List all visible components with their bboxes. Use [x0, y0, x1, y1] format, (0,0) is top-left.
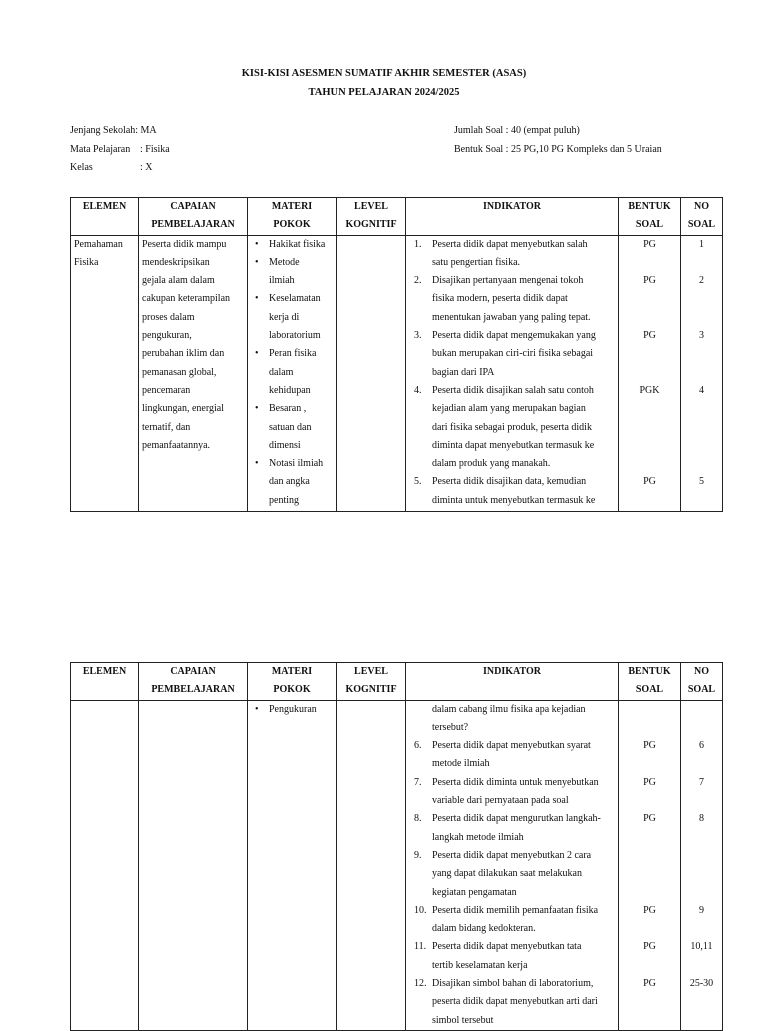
kelas-value: : X [140, 162, 153, 173]
no-soal-value: 9 [699, 904, 704, 916]
capaian-line: pemanasan global, [142, 366, 217, 378]
indikator-line: bukan merupakan ciri-ciri fisika sebagai [432, 348, 594, 360]
indikator-line: Disajikan simbol bahan di laboratorium, [432, 978, 594, 990]
materi-item [269, 701, 336, 719]
bentuk-value [619, 957, 680, 975]
kisi-table-page2 [70, 662, 723, 1031]
elemen-line: Pemahaman [74, 238, 123, 250]
indikator-line: Peserta didik disajikan data, kemudian [432, 476, 587, 488]
materi-line: kerja di [269, 311, 300, 323]
jumlah-soal: Jumlah Soal : 40 (empat puluh) [454, 125, 580, 136]
header-indikator: INDIKATOR [406, 198, 619, 236]
no-soal-value [681, 400, 722, 418]
bentuk-value: PG [643, 476, 656, 488]
no-soal-value: 1 [699, 238, 704, 250]
bentuk-value: PG [643, 904, 656, 916]
materi-line: dimensi [269, 439, 301, 451]
jenjang-value: : MA [135, 125, 157, 136]
no-soal-value [681, 345, 722, 363]
kelas-row [70, 159, 170, 178]
bentuk-value: PG [643, 238, 656, 250]
no-soal-value: 8 [699, 813, 704, 825]
indikator-line: diminta dapat menyebutkan termasuk ke [432, 439, 595, 451]
indikator-line: metode ilmiah [432, 758, 490, 770]
no-soal-value: 5 [699, 476, 704, 488]
materi-line: • Besaran , [269, 403, 307, 415]
bentuk-value [619, 884, 680, 902]
no-soal-value [681, 719, 722, 737]
kelas-label: Kelas [70, 162, 93, 173]
header-capaian: CAPAIAN PEMBELAJARAN [139, 198, 248, 236]
bentuk-value: PG [643, 330, 656, 342]
no-soal-value: 25-30 [689, 978, 714, 990]
indikator-line: dalam cabang ilmu fisika apa kejadian [432, 703, 586, 715]
no-soal-value [681, 884, 722, 902]
indikator-line: dalam produk yang manakah. [432, 458, 551, 470]
no-soal-value [681, 437, 722, 455]
materi-line: laboratorium [269, 330, 321, 342]
indikator-item [414, 272, 614, 327]
bentuk-value [619, 400, 680, 418]
indikator-number: 5. [414, 476, 422, 488]
no-soal-value [681, 254, 722, 272]
bentuk-value [619, 254, 680, 272]
capaian-cell [139, 700, 248, 1030]
indikator-line: fisika modern, peserta didik dapat [432, 293, 568, 305]
indikator-line: Peserta didik dapat menyebutkan 2 cara [432, 849, 592, 861]
kisi-table-page1 [70, 197, 723, 512]
bentuk-cell [619, 700, 681, 1030]
bentuk-value [619, 792, 680, 810]
indikator-number: 1. [414, 238, 422, 250]
header-level: LEVEL KOGNITIF [337, 663, 406, 701]
header-capaian: CAPAIAN PEMBELAJARAN [139, 663, 248, 701]
indikator-number: 4. [414, 384, 422, 396]
no-soal-value [681, 701, 722, 719]
materi-line: • Peran fisika [269, 348, 317, 360]
capaian-line: cakupan keterampilan [142, 293, 231, 305]
capaian-line: ternatif, dan [142, 421, 191, 433]
header-no: NO SOAL [681, 198, 723, 236]
no-soal-value: 4 [699, 384, 704, 396]
header-materi: MATERI POKOK [248, 663, 337, 701]
indikator-item [414, 737, 614, 774]
bentuk-value [619, 829, 680, 847]
indikator-number: 8. [414, 813, 422, 825]
materi-cell [248, 700, 337, 1030]
jenjang-label: Jenjang Sekolah [70, 125, 136, 136]
document-title: KISI-KISI ASESMEN SUMATIF AKHIR SEMESTER (ASAS) [241, 68, 527, 79]
no-soal-value [681, 364, 722, 382]
indikator-line: menentukan jawaban yang paling tepat. [432, 311, 591, 323]
materi-item [269, 455, 336, 510]
materi-item [269, 254, 336, 291]
indikator-item [414, 473, 614, 510]
document-subtitle: TAHUN PELAJARAN 2024/2025 [308, 87, 460, 98]
indikator-line: langkah metode ilmiah [432, 831, 524, 843]
elemen-cell [71, 235, 139, 511]
indikator-item [414, 810, 614, 847]
indikator-number: 10. [414, 904, 427, 916]
bentuk-value: PGK [639, 384, 660, 396]
indikator-line: Peserta didik dapat menyebutkan salah [432, 238, 588, 250]
level-cell [337, 700, 406, 1030]
mapel-label: Mata Pelajaran [70, 143, 131, 155]
indikator-line: kejadian alam yang merupakan bagian [432, 403, 586, 415]
indikator-line: Peserta didik memilih pemanfaatan fisika [432, 904, 599, 916]
bentuk-value [619, 364, 680, 382]
capaian-line: lingkungan, energial [142, 403, 225, 415]
no-soal-value [681, 865, 722, 883]
indikator-line: Peserta didik dapat menyebutkan tata [432, 941, 582, 953]
materi-line: penting [269, 494, 299, 506]
materi-line: satuan dan [269, 421, 312, 433]
indikator-line: simbol tersebut [432, 1014, 494, 1026]
no-soal-value [681, 755, 722, 773]
bentuk-value [619, 419, 680, 437]
bentuk-value [619, 309, 680, 327]
indikator-number: 3. [414, 330, 422, 342]
indikator-line: peserta didik dapat menyebutkan arti dari [432, 996, 598, 1008]
indikator-line: tertib keselamatan kerja [432, 959, 528, 971]
header-elemen: ELEMEN [71, 198, 139, 236]
table-header-row [71, 663, 723, 701]
indikator-number: 11. [414, 941, 427, 953]
capaian-line: pemanfaatannya. [142, 439, 211, 451]
bentuk-value [619, 755, 680, 773]
indikator-line: Peserta didik dapat menyebutkan syarat [432, 740, 591, 752]
bentuk-value: PG [643, 978, 656, 990]
capaian-line: gejala alam dalam [142, 275, 215, 287]
no-soal-value [681, 309, 722, 327]
no-soal-value: 2 [699, 275, 704, 287]
bentuk-value [619, 290, 680, 308]
elemen-cell [71, 700, 139, 1030]
mapel-row [70, 141, 170, 160]
school-info-right [454, 122, 662, 159]
capaian-line: Peserta didik mampu [142, 238, 227, 250]
school-info-left [70, 122, 170, 178]
capaian-line: mendeskripsikan [142, 256, 210, 268]
no-soal-value [681, 455, 722, 473]
indikator-item [414, 382, 614, 473]
no-soal-value: 10,11 [690, 941, 713, 953]
capaian-line: perubahan iklim dan [142, 348, 225, 360]
materi-item [269, 236, 336, 254]
bentuk-value [619, 701, 680, 719]
no-soal-value [681, 290, 722, 308]
materi-line: • Notasi ilmiah [269, 458, 324, 470]
capaian-line: pencemaran [142, 384, 191, 396]
materi-line: • Hakikat fisika [269, 238, 326, 250]
indikator-cell [406, 235, 619, 511]
header-materi: MATERI POKOK [248, 198, 337, 236]
materi-line: • Keselamatan [269, 293, 321, 305]
no-soal-value [681, 847, 722, 865]
indikator-line: dalam bidang kedokteran. [432, 923, 536, 935]
bentuk-value [619, 847, 680, 865]
indikator-cell [406, 700, 619, 1030]
elemen-line: Fisika [74, 256, 99, 268]
bentuk-value [619, 719, 680, 737]
indikator-line: yang dapat dilakukan saat melakukan [432, 868, 582, 880]
materi-line: ilmiah [269, 275, 295, 287]
capaian-line: pengukuran, [142, 330, 192, 342]
indikator-item [414, 902, 614, 939]
no-cell [681, 235, 723, 511]
bentuk-value: PG [643, 776, 656, 788]
no-soal-value: 3 [699, 330, 704, 342]
header-indikator: INDIKATOR [406, 663, 619, 701]
table-row [71, 235, 723, 511]
indikator-item [414, 774, 614, 811]
materi-cell [248, 235, 337, 511]
no-soal-value: 7 [699, 776, 704, 788]
header-level: LEVEL KOGNITIF [337, 198, 406, 236]
materi-line: kehidupan [269, 384, 311, 396]
indikator-line: Peserta didik disajikan salah satu contoh [432, 384, 594, 396]
table-row [71, 700, 723, 1030]
bentuk-value [619, 920, 680, 938]
materi-line: dan angka [269, 476, 310, 488]
indikator-line: Peserta didik diminta untuk menyebutkan [432, 776, 599, 788]
capaian-line: proses dalam [142, 311, 195, 323]
level-cell [337, 235, 406, 511]
bentuk-cell [619, 235, 681, 511]
bentuk-value [619, 865, 680, 883]
capaian-cell [139, 235, 248, 511]
indikator-number: 6. [414, 740, 422, 752]
bentuk-value: PG [643, 941, 656, 953]
indikator-line: tersebut? [432, 721, 469, 733]
materi-line: • Metode [269, 256, 300, 268]
jenjang-row [70, 122, 170, 141]
indikator-line: satu pengertian fisika. [432, 256, 521, 268]
materi-item [269, 345, 336, 400]
no-soal-value: 6 [699, 740, 704, 752]
indikator-number: 12. [414, 978, 427, 990]
indikator-line: Disajikan pertanyaan mengenai tokoh [432, 275, 584, 287]
no-soal-value [681, 792, 722, 810]
bentuk-value: PG [643, 813, 656, 825]
indikator-item [414, 847, 614, 902]
header-no: NO SOAL [681, 663, 723, 701]
materi-item [269, 400, 336, 455]
table-header-row [71, 198, 723, 236]
header-elemen: ELEMEN [71, 663, 139, 701]
indikator-item [414, 938, 614, 975]
indikator-number: 7. [414, 776, 422, 788]
no-soal-value [681, 957, 722, 975]
indikator-item [414, 327, 614, 382]
no-cell [681, 700, 723, 1030]
materi-line: dalam [269, 366, 294, 378]
indikator-line: kegiatan pengamatan [432, 886, 517, 898]
indikator-item [414, 236, 614, 273]
bentuk-soal: Bentuk Soal : 25 PG,10 PG Kompleks dan 5 Uraian [454, 143, 662, 155]
bentuk-value: PG [643, 740, 656, 752]
indikator-line: diminta untuk menyebutkan termasuk ke [432, 494, 596, 506]
indikator-item [414, 975, 614, 1030]
bentuk-value [619, 455, 680, 473]
header-bentuk: BENTUK SOAL [619, 198, 681, 236]
mapel-value: : Fisika [140, 143, 170, 155]
header-bentuk: BENTUK SOAL [619, 663, 681, 701]
indikator-number: 9. [414, 849, 422, 861]
bentuk-value [619, 345, 680, 363]
indikator-line: Peserta didik dapat mengurutkan langkah- [432, 813, 601, 825]
indikator-number: 2. [414, 275, 422, 287]
indikator-line: Peserta didik dapat mengemukakan yang [432, 330, 596, 342]
materi-item [269, 290, 336, 345]
no-soal-value [681, 829, 722, 847]
no-soal-value [681, 920, 722, 938]
indikator-line: dari fisika sebagai produk, peserta didik [432, 421, 592, 433]
bentuk-value [619, 437, 680, 455]
bentuk-value: PG [643, 275, 656, 287]
indikator-line: variable dari pernyataan pada soal [432, 795, 569, 807]
materi-line: • Pengukuran [269, 703, 317, 715]
no-soal-value [681, 419, 722, 437]
indikator-line: bagian dari IPA [432, 366, 495, 378]
